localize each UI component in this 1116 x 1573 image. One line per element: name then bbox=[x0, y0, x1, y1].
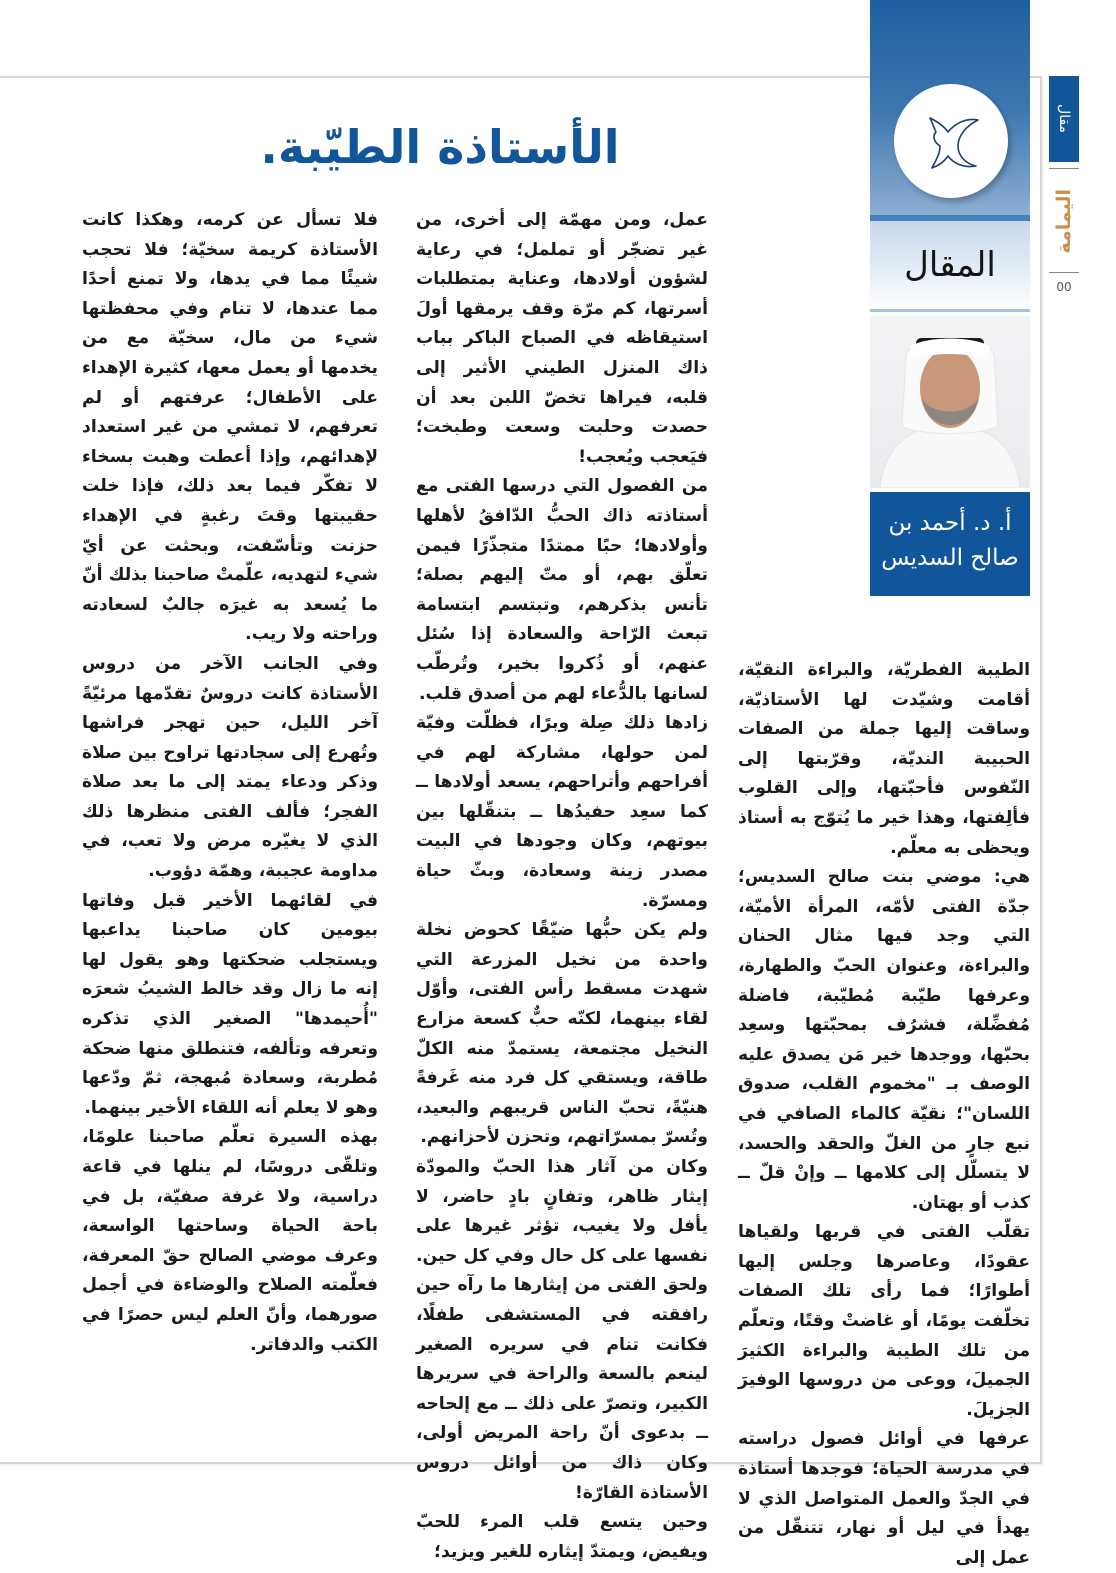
section-tab-label: مقال bbox=[1056, 104, 1072, 134]
author-name-line1: أ. د. أحمد بن bbox=[888, 510, 1012, 536]
paragraph: عمل، ومن مهمّة إلى أخرى، من غير تضجّر أو تململ؛ في رعاية لشؤون أولادها، وعناية بمتطلبات أسرتها، كم مرّة وقف يرمقها أولَ استيقاظه في الصباح الباكر بباب ذاك المنزل الطيني الأثير إلى قلبه، فيراها تخضّ اللبن بعد أن حصدت وحلبت وسعت وطبخت؛ فيَعجب ويُعجب! bbox=[416, 210, 708, 467]
paragraph: الطيبة الفطريّة، والبراءة النقيّة، أقامت وشيّدت لها الأستاذيّة، وساقت إليها جملة من الصفات الحبيبة النديّة، وقرّبتها إلى النّفوس فأحبّتها، وإلى القلوب فألِفتها، وهذا خير ما يُتوّج به أستاذ ويحظى به معلّم. bbox=[738, 660, 1030, 858]
paragraph: وحين يتسع قلب المرء للحبّ ويفيض، ويمتدّ إيثاره للغير ويزيد؛ bbox=[416, 1512, 708, 1562]
magazine-brand bbox=[1053, 176, 1075, 266]
paragraph: وكان من آثار هذا الحبّ والمودّة إيثار ظاهر، وتفانٍ بادٍ حاضر، لا يأفل ولا يغيب، تؤثر غيرها على نفسها على كل حال وفي كل حين. ولحق الفتى من إيثارها ما رآه حين رافقته في المستشفى طفلًا، فكانت تنام في سريره الصغير لينعم بالسعة والراحة في سريرها الكبير، وتصرّ على ذلك ــ مع إلحاحه ــ بدعوى أنّ راحة المريض أولى، وكان ذاك من أوائل دروس الأستاذة القارّة! bbox=[416, 1157, 708, 1503]
paragraph: ولم يكن حبُّها ضيّقًا كحوض نخلة واحدة من نخيل المزرعة التي شهدت مسقط رأس الفتى، وأوّل لقاء بينهما، لكنّه حبٌّ كسعة مزارع النخيل مجتمعة، يستمدّ منه الكلّ طاقة، ويستقي كل فرد منه غَرفةً هنيّةً، تحبّ الناس قريبهم والبعيد، وتُسرّ بمسرّاتهم، وتحزن لأحزانهم. bbox=[416, 920, 708, 1148]
paragraph: زادها ذلك صِلة وبرًا، فظلّت وفيّة لمن حولها، مشاركة لهم في أفراحهم وأتراحهم، يسعد أولادها ــ كما سعِد حفيدُها ــ بتنقّلها بين بيوتهم، وكان وجودها في البيت مصدر زينة وسعادة، وبثّ حياة ومسرّة. bbox=[416, 713, 708, 911]
page-number: 00 bbox=[1056, 280, 1072, 294]
paragraph: في لقائهما الأخير قبل وفاتها بيومين كان صاحبنا يداعبها ويستجلب ضحكتها وهو يقول لها إنه ما زال وقد خالط الشيبُ شعرَه "أُحيمدها" الصغير الذي تذكره وتعرفه وتألفه، فتنطلق منها ضحكة مُطربة، وسعادة مُبهجة، ثمّ ودّعها وهو لا يعلم أنه اللقاء الأخير بينهما. bbox=[82, 890, 378, 1118]
article-column-2 bbox=[416, 206, 708, 1567]
bird-emblem-icon bbox=[894, 84, 1008, 198]
section-banner bbox=[870, 0, 1030, 312]
paragraph: وفي الجانب الآخر من دروس الأستاذة كانت دروسٌ تقدّمها مرئيّةً آخر الليل، حين تهجر فراشها وتُهرع إلى سجادتها تراوح بين صلاة وذكر ودعاء يمتد إلى ما بعد صلاة الفجر؛ فألف الفتى منظرها ذلك الذي لا يغيّره مرض ولا تعب، في مداومة عجيبة، وهمّة دؤوب. bbox=[82, 653, 378, 882]
article-title: الأستاذة الطيّبة. bbox=[260, 120, 620, 174]
section-label: المقال bbox=[904, 245, 996, 285]
author-name-box bbox=[870, 492, 1030, 596]
section-tab bbox=[1049, 76, 1079, 162]
paragraph: هي: موضي بنت صالح السديس؛ جدّة الفتى لأمّه، المرأة الأميّة، التي وجد فيها مثال الحنان والبراءة، وعنوان الحبّ والطهارة، وعرفها طيّبة مُطيّبة، فاضلة مُفضِّلة، فشرُف بمحبّتها وسعِد بحبّها، ووجدها خير مَن يصدق عليه الوصف بـ "مخموم القلب، صدوق اللسان"؛ نقيّة كالماء الصافي في نبع جارٍ من الغلّ والحقد والحسد، لا يتسلّل إلى كلامها ــ وإنْ قلّ ــ كذب أو بهتان. bbox=[738, 867, 1030, 1213]
banner-label-area bbox=[870, 221, 1030, 309]
article-column-1 bbox=[738, 656, 1030, 1573]
paragraph: عرفها في أوائل فصول دراسته في مدرسة الحياة؛ فوجدها أستاذة في الجدّ والعمل المتواصل الذي لا يهدأ في ليل أو نهار، تتنقّل من عمل إلى bbox=[738, 1429, 1030, 1568]
author-photo bbox=[870, 316, 1030, 488]
margin-divider bbox=[1049, 272, 1079, 273]
article-column-3 bbox=[82, 206, 378, 1360]
paragraph: بهذه السيرة تعلّم صاحبنا علومًا، وتلقّى دروسًا، لم ينلها في قاعة دراسية، ولا غرفة صفيّة، بل في باحة الحياة وساحتها الواسعة، وعرف موضي الصالح حقّ المعرفة، فعلّمته الصلاح والوضاءة في أجمل صورهما، وأنّ العلم ليس حصرًا في الكتب والدفاتر. bbox=[82, 1127, 378, 1355]
magazine-brand-logo: اليمامة bbox=[1053, 188, 1075, 254]
margin-divider bbox=[1049, 168, 1079, 169]
author-name-line2: صالح السديس bbox=[881, 545, 1019, 571]
paragraph: فلا تسأل عن كرمه، وهكذا كانت الأستاذة كريمة سخيّة؛ فلا تحجب شيئًا مما في يدها، ولا تمنع أحدًا مما عندها، لا تنام وفي محفظتها شيء من مال، سخيّة مع من يخدمها أو يعمل معها، كثيرة الإهداء على الأطفال؛ عرفتهم أو لم تعرفهم، لا تمشي من غير استعداد لإهدائهم، وإذا أعطت وهبت بسخاء لا تفكّر فيما بعد ذلك، فإذا خلت حقيبتها وقتَ رغبةٍ في الإهداء حزنت وتأسّفت، وبحثت عن أيّ شيء لتهديه، علّمتْ صاحبنا بذلك أنّ ما يُسعد به غيرَه جالبٌ لسعادته وراحته ولا ريب. bbox=[82, 210, 378, 645]
paragraph: تقلّب الفتى في قربها ولقياها عقودًا، وعاصرها وجلس إليها أطوارًا؛ فما رأى تلك الصفات تخلّفت يومًا، أو غاضتْ وقتًا، وتعلّم من تلك الطيبة والبراءة الكثيرَ الجميلَ، ووعى من دروسها الوفيرَ الجزيلَ. bbox=[738, 1222, 1030, 1420]
paragraph: من الفصول التي درسها الفتى مع أستاذته ذاك الحبُّ الدّافقُ لأهلها وأولادها؛ حبًا ممتدًا متجذّرًا فيمن تعلّق بهم، أو متّ إليهم بصلة؛ تأنس بذكرهم، وتبتسم ابتسامة تبعث الرّاحة والسعادة إذا سُئل عنهم، أو ذُكروا بخير، وتُرطّب لسانها بالدُّعاء لهم من أصدق قلب. bbox=[416, 476, 708, 704]
